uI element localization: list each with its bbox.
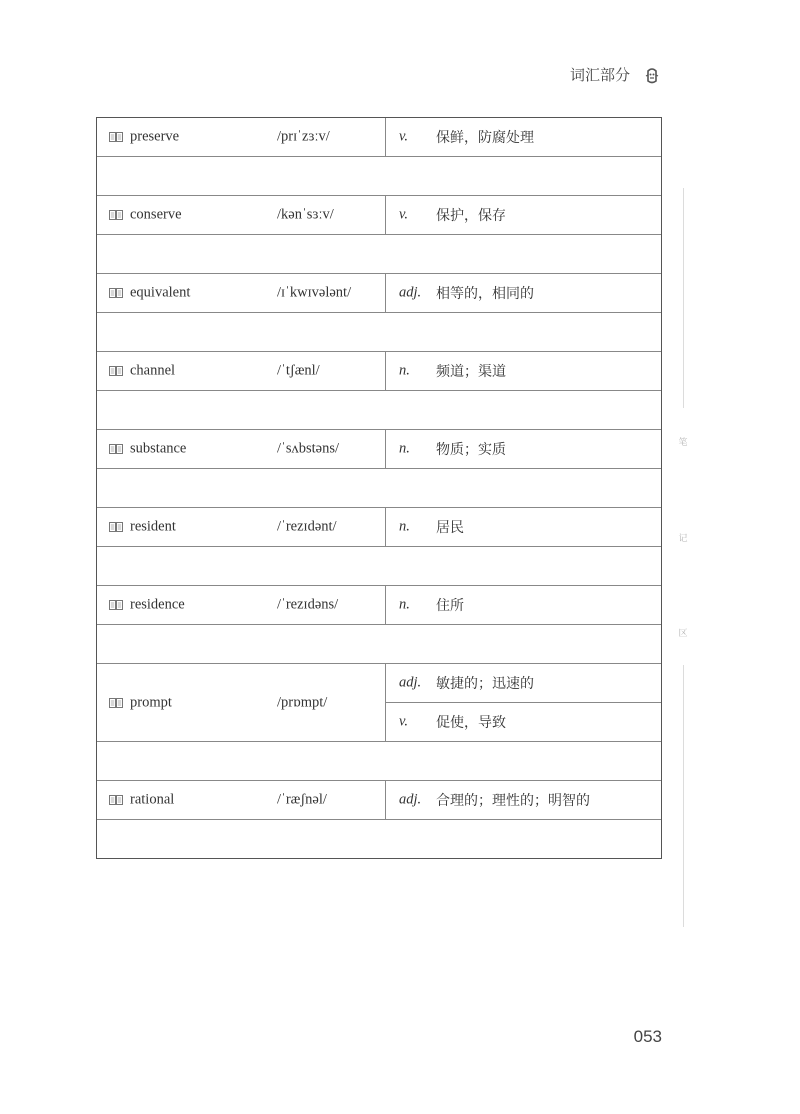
vocab-sense (386, 703, 661, 741)
part-of-speech: n. (399, 362, 410, 379)
vocab-phonetic: /ˈsʌbstəns/ (277, 440, 340, 457)
vocab-entry-resident (97, 508, 661, 547)
part-of-speech: v. (399, 128, 408, 145)
vocab-word: preserve (130, 128, 180, 145)
note-row (97, 625, 661, 664)
notes-label-char: 区 (678, 629, 688, 639)
vocab-word: conserve (130, 206, 182, 223)
vocab-meaning: 物质；实质 (436, 442, 506, 458)
part-of-speech: n. (399, 440, 410, 457)
vocab-phonetic: /prɪˈzɜːv/ (277, 128, 330, 145)
vocab-meaning: 居民 (436, 520, 464, 536)
vocab-word: prompt (130, 694, 172, 710)
book-icon (109, 132, 123, 142)
vocab-phonetic: /ˈræʃnəl/ (277, 791, 327, 808)
vocab-phonetic: /ˈrezɪdəns/ (277, 596, 339, 613)
vocab-meaning: 合理的；理性的；明智的 (436, 793, 590, 809)
vocab-sense (386, 781, 661, 819)
vocab-word: channel (130, 362, 176, 379)
book-icon (109, 600, 123, 610)
note-row (97, 235, 661, 274)
book-icon (109, 698, 123, 708)
note-row (97, 547, 661, 586)
vocab-entry-preserve (97, 118, 661, 157)
vocab-meaning: 频道；渠道 (436, 364, 506, 380)
book-icon (109, 444, 123, 454)
part-of-speech: v. (399, 713, 408, 730)
vocab-phonetic: /ˈtʃænl/ (277, 362, 320, 379)
book-icon (109, 795, 123, 805)
vocab-meaning: 保鲜，防腐处理 (436, 130, 534, 146)
part-of-speech: adj. (399, 674, 422, 691)
vocab-sense (386, 430, 661, 468)
vocab-entry-prompt (97, 664, 661, 742)
vocab-entry-conserve (97, 196, 661, 235)
vocab-entry-channel (97, 352, 661, 391)
page-number: 053 (633, 1027, 662, 1046)
note-row (97, 157, 661, 196)
part-of-speech: adj. (399, 791, 422, 808)
vocab-word: substance (130, 440, 187, 457)
notes-divider-top (683, 188, 684, 408)
notes-label-char: 笔 (678, 438, 688, 448)
vocab-meaning: 保护，保存 (436, 208, 506, 224)
part-of-speech: adj. (399, 284, 422, 301)
vocab-sense (386, 508, 661, 546)
vocab-sense (386, 586, 661, 624)
vocab-entry-substance (97, 430, 661, 469)
note-row (97, 313, 661, 352)
part-of-speech: n. (399, 518, 410, 535)
vocab-meaning: 相等的，相同的 (436, 286, 534, 302)
book-icon (109, 366, 123, 376)
vocab-sense (386, 352, 661, 390)
vocab-phonetic: /ɪˈkwɪvələnt/ (277, 284, 352, 301)
mascot-icon (645, 67, 659, 85)
vocab-meaning: 敏捷的；迅速的 (436, 676, 534, 692)
vocab-entry-residence (97, 586, 661, 625)
vocab-entry-equivalent (97, 274, 661, 313)
vocab-entry-rational (97, 781, 661, 820)
vocabulary-table (96, 117, 662, 859)
notes-label-char: 记 (678, 534, 688, 544)
book-icon (109, 522, 123, 532)
part-of-speech: n. (399, 596, 410, 613)
note-row (97, 742, 661, 781)
vocab-phonetic: /kənˈsɜːv/ (277, 206, 334, 223)
vocab-phonetic: /prɒmpt/ (277, 694, 328, 710)
vocab-word: rational (130, 791, 175, 808)
vocab-meaning: 促使，导致 (436, 715, 506, 731)
vocab-sense (386, 196, 661, 234)
vocab-sense (386, 664, 661, 703)
vocab-phonetic: /ˈrezɪdənt/ (277, 518, 337, 535)
notes-divider-bottom (683, 665, 684, 927)
book-icon (109, 288, 123, 298)
note-row (97, 391, 661, 430)
vocab-meaning: 住所 (436, 598, 464, 614)
book-icon (109, 210, 123, 220)
vocab-word: residence (130, 596, 185, 613)
part-of-speech: v. (399, 206, 408, 223)
note-row (97, 469, 661, 508)
section-title: 词汇部分 (569, 66, 630, 84)
vocab-sense (386, 118, 661, 156)
note-row (97, 820, 661, 858)
vocab-word: equivalent (130, 284, 191, 301)
vocab-word: resident (130, 518, 176, 535)
vocab-sense (386, 274, 661, 312)
